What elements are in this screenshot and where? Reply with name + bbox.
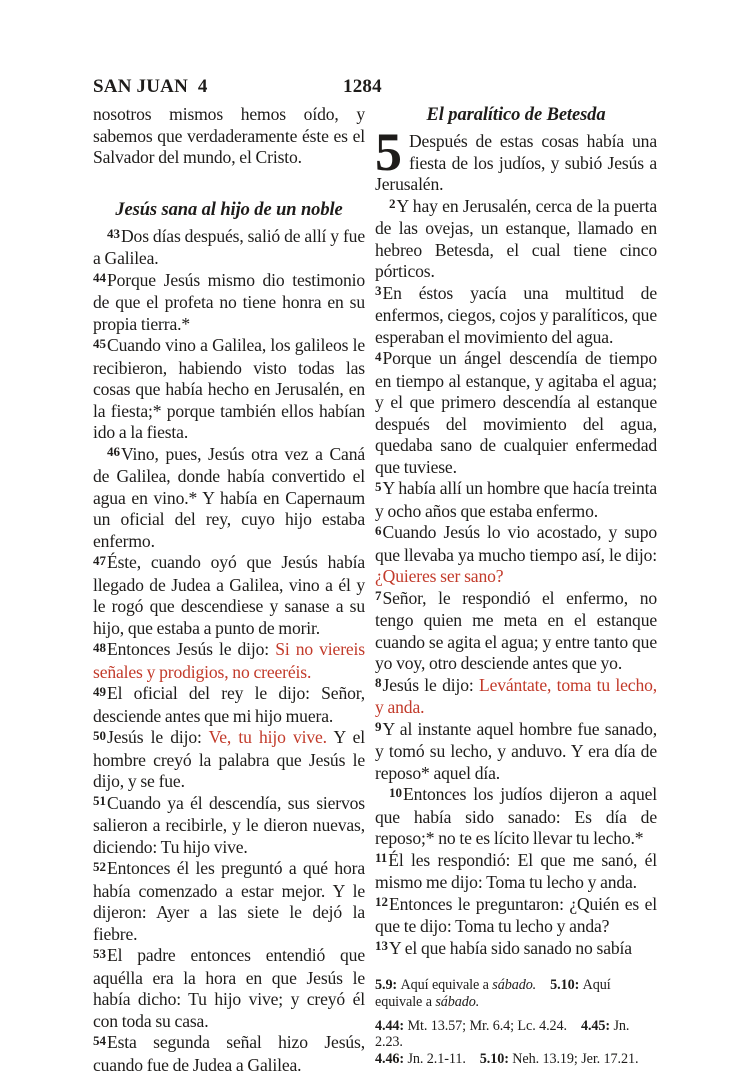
verse-number: 46 bbox=[107, 444, 120, 459]
footnote-line bbox=[375, 1051, 657, 1068]
verse-paragraph bbox=[375, 588, 657, 675]
verse-text: Aquí equivale a bbox=[400, 977, 493, 993]
chapter-opening-paragraph bbox=[375, 122, 657, 196]
footnote-line bbox=[375, 1018, 657, 1052]
verse-number: 12 bbox=[375, 894, 388, 909]
footnote-reference: 5.10: bbox=[479, 1051, 513, 1068]
verse-number: 53 bbox=[93, 945, 106, 961]
verse-text: Él les respondió: El que me sanó, él mismo me dijo: Toma tu lecho y anda. bbox=[375, 849, 657, 892]
verse-text: Neh. 13.19; Jer. 17.21. bbox=[512, 1051, 639, 1068]
left-column bbox=[93, 104, 365, 1076]
verse-text: En éstos yacía una multitud de enfermos, ciegos, cojos y paralíticos, que esperaban el movimiento del agua. bbox=[375, 282, 657, 347]
chapter-number-dropcap: 5 bbox=[375, 122, 402, 182]
verse-number: 45 bbox=[93, 335, 106, 351]
verse-text: Después de estas cosas había una fiesta de los judíos, y subió Jesús a Jerusalén. bbox=[375, 131, 657, 194]
verse-paragraph bbox=[93, 639, 365, 683]
verse-paragraph bbox=[93, 945, 365, 1032]
footnote-reference: 5.9: bbox=[375, 977, 401, 993]
verse-text: Aquí equivale a bbox=[375, 977, 611, 1010]
verse-paragraph bbox=[93, 1032, 365, 1076]
words-of-jesus-text: ¿Quieres ser sano? bbox=[375, 566, 504, 586]
footnote-reference: 5.10: bbox=[550, 977, 583, 993]
verse-number: 5 bbox=[375, 478, 382, 494]
verse-number: 10 bbox=[389, 784, 402, 800]
verse-paragraph bbox=[375, 784, 657, 850]
verse-text: Señor, le respondió el enfermo, no tengo quien me meta en el estanque cuando se agita el agua; y entre tanto que yo voy, otro desciende antes que yo. bbox=[375, 587, 657, 673]
verse-text: Entonces le preguntaron: ¿Quién es el que te dijo: Toma tu lecho y anda? bbox=[375, 893, 657, 936]
continuation-paragraph bbox=[93, 104, 365, 169]
verse-text: nosotros mismos hemos oído, y sabemos que verdaderamente éste es el Salvador del mundo, el Cristo. bbox=[93, 104, 365, 167]
verse-text: Y al instante aquel hombre fue sanado, y tomó su lecho, y anduvo. Y era día de reposo* aquel día. bbox=[375, 718, 657, 783]
footnote-reference: 4.44: bbox=[375, 1017, 408, 1034]
verse-paragraph bbox=[93, 858, 365, 945]
verse-paragraph bbox=[93, 335, 365, 444]
verse-number: 43 bbox=[107, 226, 120, 241]
verse-text: Mt. 13.57; Mr. 6.4; Lc. 4.24. bbox=[407, 1017, 581, 1034]
verse-paragraph bbox=[93, 552, 365, 639]
verse-text: Jesús le dijo: bbox=[382, 674, 479, 695]
verse-paragraph bbox=[93, 683, 365, 727]
verse-text bbox=[536, 977, 550, 993]
verse-paragraph bbox=[93, 226, 365, 270]
verse-text: Y hay en Jerusalén, cerca de la puerta de las ovejas, un estanque, llamado en hebreo Betesda, el cual tiene cinco pórticos. bbox=[375, 195, 657, 281]
page-number: 1284 bbox=[343, 76, 382, 97]
footnote-line bbox=[375, 977, 657, 1011]
verse-text: El padre entonces entendió que aquélla era la hora en que Jesús le había dicho: Tu hijo vive; y creyó él con toda su casa. bbox=[93, 945, 365, 1031]
verse-paragraph bbox=[375, 283, 657, 349]
verse-text: Éste, cuando oyó que Jesús había llegado de Judea a Galilea, vino a él y le rogó que descendiese y sanase a su hijo, que estaba a punto de morir. bbox=[93, 552, 365, 638]
verse-number: 6 bbox=[375, 522, 382, 538]
verse-text: Jn. 2.23. bbox=[375, 1017, 630, 1051]
footnote-reference: 4.46: bbox=[375, 1051, 408, 1068]
verse-text: Cuando vino a Galilea, los galileos le recibieron, habiendo visto todas las cosas que había hecho en Jerusalén, en la fiesta;* porque también ellos habían ido a la fiesta. bbox=[93, 335, 365, 442]
words-of-jesus-text: Si no viereis señales y prodigios, no creeréis. bbox=[93, 639, 365, 682]
verse-paragraph bbox=[93, 270, 365, 336]
verse-number: 3 bbox=[375, 283, 382, 298]
verse-text: Y el que había sido sanado no sabía bbox=[389, 937, 632, 958]
verse-text: Cuando Jesús lo vio acostado, y supo que llevaba ya mucho tiempo así, le dijo: bbox=[375, 522, 657, 565]
verse-text: Esta segunda señal hizo Jesús, cuando fue de Judea a Galilea. bbox=[93, 1032, 365, 1075]
section-heading: El paralítico de Betesda bbox=[426, 105, 606, 125]
verse-text: Entonces Jesús le dijo: bbox=[107, 639, 276, 659]
verse-text: Entonces los judíos dijeron a aquel que había sido sanado: Es día de reposo;* no te es lícito llevar tu lecho.* bbox=[375, 784, 657, 848]
verse-number: 50 bbox=[93, 727, 106, 743]
verse-text: Entonces él les preguntó a qué hora había comenzado a estar mejor. Y le dijeron: Ayer a las siete le dejó la fiebre. bbox=[93, 858, 365, 944]
verse-paragraph bbox=[375, 522, 657, 588]
italic-text: sábado. bbox=[492, 977, 537, 993]
verse-text: Jn. 2.1-11. bbox=[407, 1051, 480, 1068]
verse-number: 9 bbox=[375, 719, 382, 734]
footnote-reference: 4.45: bbox=[580, 1017, 614, 1034]
verse-text: El oficial del rey le dijo: Señor, desciende antes que mi hijo muera. bbox=[93, 683, 365, 726]
verse-number: 47 bbox=[93, 552, 106, 568]
verse-number: 44 bbox=[93, 270, 106, 285]
page-header bbox=[93, 76, 657, 100]
words-of-jesus-text: Ve, tu hijo vive. bbox=[208, 727, 327, 747]
verse-text: Y había allí un hombre que hacía treinta y ocho años que estaba enfermo. bbox=[375, 478, 657, 521]
verse-paragraph bbox=[375, 675, 657, 719]
verse-paragraph bbox=[93, 793, 365, 859]
verse-paragraph bbox=[375, 348, 657, 478]
verse-paragraph bbox=[375, 478, 657, 522]
verse-number: 7 bbox=[375, 588, 382, 603]
italic-text: sábado. bbox=[435, 993, 480, 1010]
verse-text: Dos días después, salió de allí y fue a Galilea. bbox=[93, 225, 365, 268]
verse-text: Jesús le dijo: bbox=[107, 727, 209, 747]
verse-number: 11 bbox=[375, 850, 388, 865]
words-of-jesus-text: Levántate, toma tu lecho, y anda. bbox=[375, 674, 657, 717]
verse-text: Vino, pues, Jesús otra vez a Caná de Galilea, donde había convertido el agua en vino.* Y había en Capernaum un oficial del rey, cuyo hijo estaba enfermo. bbox=[93, 443, 365, 551]
verse-number: 52 bbox=[93, 858, 106, 874]
book-chapter-header: SAN JUAN 4 bbox=[93, 76, 208, 97]
verse-text: Porque un ángel descendía de tiempo en tiempo al estanque, y agitaba el agua; y el que primero descendía al estanque después del movimiento del agua, quedaba sano de cualquier enfermedad que tuviese. bbox=[375, 348, 657, 477]
verse-paragraph bbox=[375, 719, 657, 785]
verse-paragraph bbox=[93, 727, 365, 793]
right-column bbox=[375, 104, 657, 1076]
verse-paragraph bbox=[375, 196, 657, 283]
verse-number: 54 bbox=[93, 1032, 106, 1048]
verse-number: 51 bbox=[93, 793, 106, 808]
verse-number: 49 bbox=[93, 683, 106, 699]
verse-number: 8 bbox=[375, 675, 382, 690]
section-heading: Jesús sana al hijo de un noble bbox=[115, 199, 343, 220]
verse-paragraph bbox=[93, 444, 365, 553]
verse-number: 4 bbox=[375, 348, 382, 364]
verse-text: Y el hombre creyó la palabra que Jesús le dijo, y se fue. bbox=[93, 727, 366, 791]
verse-number: 13 bbox=[375, 938, 388, 953]
verse-number: 2 bbox=[389, 196, 396, 211]
verse-paragraph bbox=[375, 850, 657, 894]
verse-paragraph bbox=[375, 894, 657, 938]
verse-number: 48 bbox=[93, 639, 106, 655]
verse-paragraph bbox=[375, 938, 657, 961]
footnotes bbox=[375, 977, 657, 1068]
text-columns bbox=[93, 104, 657, 1076]
verse-text: Cuando ya él descendía, sus siervos salieron a recibirle, y le dieron nuevas, diciendo: Tu hijo vive. bbox=[93, 792, 365, 857]
verse-text: Porque Jesús mismo dio testimonio de que el profeta no tiene honra en su propia tierra.* bbox=[93, 269, 365, 334]
